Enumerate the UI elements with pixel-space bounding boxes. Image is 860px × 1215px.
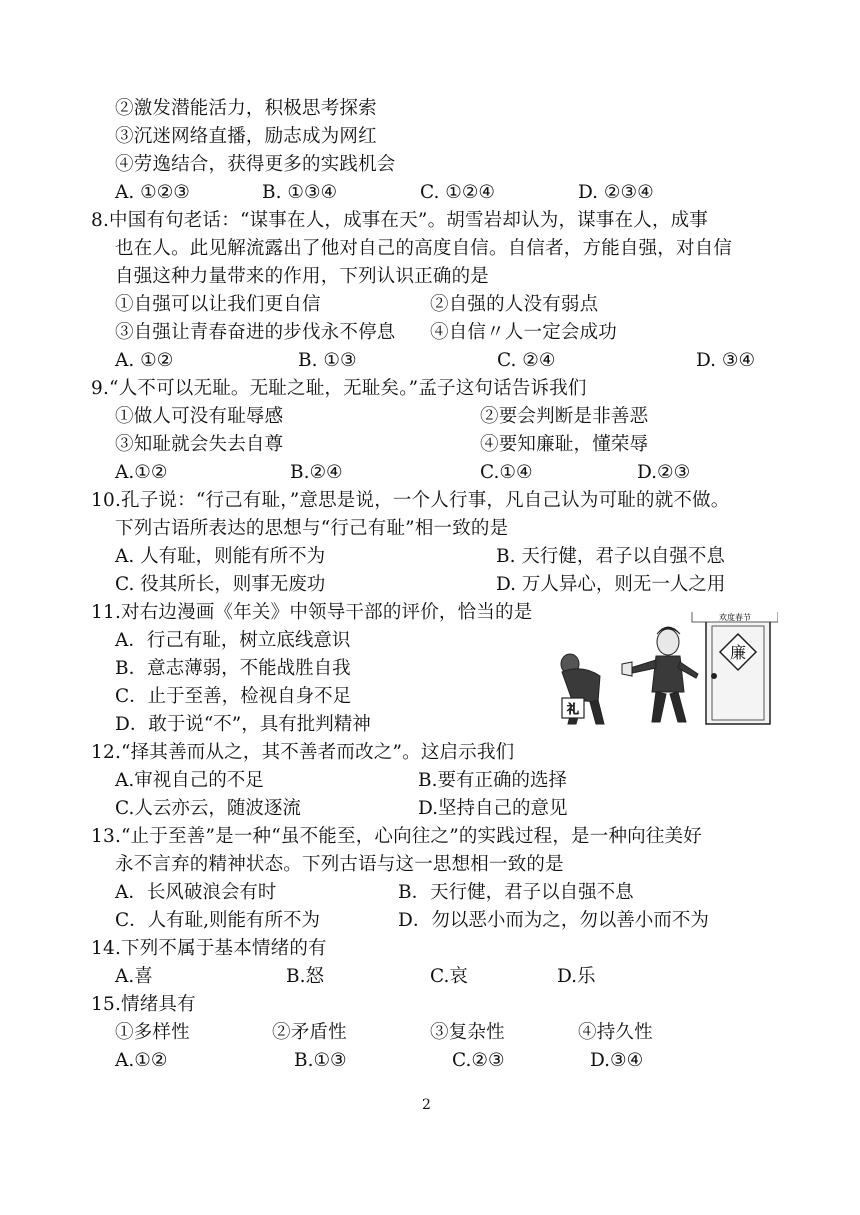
q7-item-3: ③沉迷网络直播，励志成为网红 <box>115 126 377 147</box>
q7-option-b: B. ①③④ <box>262 182 338 203</box>
q13-stem-line-1: 13.“止于至善”是一种“虽不能至，心向往之”的实践过程，是一种向往美好 <box>91 826 702 847</box>
q9-stem: 9.“人不可以无耻。无耻之耻，无耻矣。”孟子这句话告诉我们 <box>91 378 587 399</box>
q12-option-d: D.坚持自己的意见 <box>418 798 568 819</box>
q12-option-a: A.审视自己的不足 <box>115 770 264 791</box>
q13-option-b: B．天行健，君子以自强不息 <box>398 882 634 903</box>
q8-option-d: D. ③④ <box>696 350 756 371</box>
q7-option-c: C. ①②④ <box>420 182 496 203</box>
q8-option-a: A. ①② <box>115 350 174 371</box>
q7-option-d: D. ②③④ <box>578 182 654 203</box>
q8-stem-line-1: 8.中国有句老话：“谋事在人，成事在天”。胡雪岩却认为，谋事在人，成事 <box>91 210 709 231</box>
q9-item-3: ③知耻就会失去自尊 <box>115 434 284 455</box>
q8-stem-line-3: 自强这种力量带来的作用，下列认识正确的是 <box>115 266 490 287</box>
q13-option-c: C．人有耻,则能有所不为 <box>115 910 321 931</box>
cartoon-illustration <box>548 612 778 730</box>
q15-item-1: ①多样性 <box>115 1022 190 1043</box>
q10-stem-line-1: 10.孔子说：“行己有耻，”意思是说，一个人行事，凡自己认为可耻的就不做。 <box>91 490 730 511</box>
q13-option-d: D．勿以恶小而为之，勿以善小而不为 <box>398 910 709 931</box>
q7-item-4: ④劳逸结合，获得更多的实践机会 <box>115 154 396 175</box>
q11-option-d: D．敢于说“不”，具有批判精神 <box>115 714 371 735</box>
q15-option-b: B.①③ <box>294 1050 347 1071</box>
q7-option-a: A. ①②③ <box>115 182 190 203</box>
q8-item-2: ②自强的人没有弱点 <box>430 294 599 315</box>
q13-option-a: A．长风破浪会有时 <box>115 882 277 903</box>
q8-option-b: B. ①③ <box>298 350 357 371</box>
q10-option-b: B. 天行健，君子以自强不息 <box>496 546 725 567</box>
q9-option-d: D.②③ <box>637 462 691 483</box>
q15-item-2: ②矛盾性 <box>272 1022 347 1043</box>
q10-stem-line-2: 下列古语所表达的思想与“行己有耻”相一致的是 <box>115 518 509 539</box>
q8-item-4: ④自信〃人一定会成功 <box>430 322 618 343</box>
q10-option-a: A. 人有耻，则能有所不为 <box>115 546 326 567</box>
raised-hand <box>622 662 632 676</box>
q9-item-1: ①做人可没有耻辱感 <box>115 406 284 427</box>
q11-option-b: B．意志薄弱，不能战胜自我 <box>115 658 351 679</box>
door-sign-text: 廉 <box>729 643 747 662</box>
couplet-text: 欢度春节 <box>719 613 751 622</box>
q15-option-a: A.①② <box>115 1050 168 1071</box>
q10-option-d: D. 万人异心，则无一人之用 <box>496 574 726 595</box>
q11-option-a: A．行己有耻，树立底线意识 <box>115 630 351 651</box>
q15-stem: 15.情绪具有 <box>91 994 196 1015</box>
q14-option-c: C.哀 <box>430 966 468 987</box>
q7-item-2: ②激发潜能活力，积极思考探索 <box>115 98 377 119</box>
q11-option-c: C．止于至善，检视自身不足 <box>115 686 352 707</box>
q14-option-d: D.乐 <box>557 966 596 987</box>
q11-stem: 11.对右边漫画《年关》中领导干部的评价，恰当的是 <box>91 602 533 623</box>
page-number: 2 <box>422 1097 431 1113</box>
q8-item-3: ③自强让青春奋进的步伐永不停息 <box>115 322 396 343</box>
q8-stem-line-2: 也在人。此见解流露出了他对自己的高度自信。自信者，方能自强，对自信 <box>115 238 733 259</box>
q15-item-4: ④持久性 <box>578 1022 653 1043</box>
q14-stem: 14.下列不属于基本情绪的有 <box>91 938 327 959</box>
q12-option-c: C.人云亦云，随波逐流 <box>115 798 301 819</box>
q14-option-a: A.喜 <box>115 966 153 987</box>
q8-item-1: ①自强可以让我们更自信 <box>115 294 321 315</box>
q9-option-c: C.①④ <box>480 462 533 483</box>
gift-bearer-figure <box>561 654 604 724</box>
q12-option-b: B.要有正确的选择 <box>418 770 567 791</box>
q15-option-c: C.②③ <box>452 1050 505 1071</box>
q14-option-b: B.怒 <box>286 966 324 987</box>
q9-item-2: ②要会判断是非善恶 <box>480 406 649 427</box>
q9-option-a: A.①② <box>115 462 168 483</box>
q9-option-b: B.②④ <box>290 462 343 483</box>
gift-bag-label: 礼 <box>566 702 580 716</box>
q13-stem-line-2: 永不言弃的精神状态。下列古语与这一思想相一致的是 <box>115 854 564 875</box>
q12-stem: 12.“择其善而从之，其不善者而改之”。这启示我们 <box>91 742 515 763</box>
couplet-banner <box>692 612 778 622</box>
q9-item-4: ④要知廉耻，懂荣辱 <box>480 434 649 455</box>
official-figure <box>622 627 698 722</box>
q8-option-c: C. ②④ <box>497 350 556 371</box>
door-knob <box>711 673 717 679</box>
q15-option-d: D.③④ <box>590 1050 644 1071</box>
q15-item-3: ③复杂性 <box>430 1022 505 1043</box>
q10-option-c: C. 役其所长，则事无废功 <box>115 574 326 595</box>
